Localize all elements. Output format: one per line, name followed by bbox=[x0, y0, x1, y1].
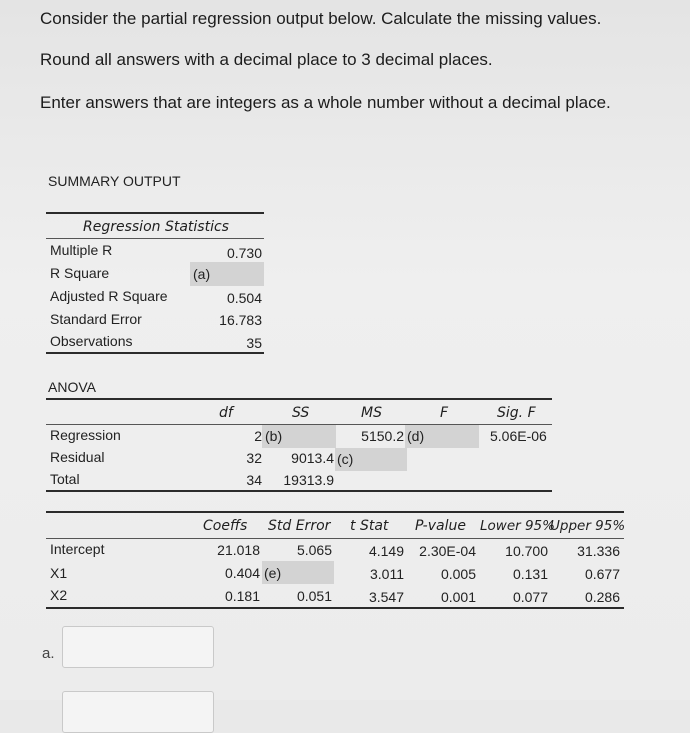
coef-top-rule bbox=[46, 511, 624, 513]
anova-regression-ms: 5150.2 bbox=[361, 428, 404, 444]
reg-stats-heading: Regression Statistics bbox=[83, 219, 229, 235]
coef-header-t-stat: t Stat bbox=[350, 518, 389, 534]
coef-intercept-lower: 10.700 bbox=[505, 543, 548, 559]
anova-total-df: 34 bbox=[246, 472, 262, 488]
anova-regression-df: 2 bbox=[254, 428, 262, 444]
anova-regression-ss: (b) bbox=[265, 428, 283, 444]
anova-total-ss: 19313.9 bbox=[283, 472, 334, 488]
coef-x1-coeff: 0.404 bbox=[224, 565, 260, 581]
answer-a-input[interactable] bbox=[62, 626, 214, 668]
coef-header-rule bbox=[46, 538, 624, 539]
anova-header-sig-f: Sig. F bbox=[497, 405, 536, 421]
reg-stats-heading-rule bbox=[46, 238, 264, 239]
coef-x1-se: (e) bbox=[264, 565, 282, 581]
anova-residual-ss: 9013.4 bbox=[291, 450, 334, 466]
reg-stat-value-multiple-r: 0.730 bbox=[226, 245, 262, 261]
answer-a-label: a. bbox=[42, 645, 55, 662]
reg-stat-value-observations: 35 bbox=[246, 335, 262, 351]
coef-bottom-rule bbox=[46, 607, 624, 609]
coef-header-std-error: Std Error bbox=[268, 518, 331, 534]
anova-header-f: F bbox=[440, 405, 449, 421]
coef-x2-lower: 0.077 bbox=[512, 589, 548, 605]
reg-stat-label-multiple-r: Multiple R bbox=[50, 242, 113, 258]
coef-x2-se: 0.051 bbox=[296, 588, 332, 604]
question-instruction-1: Consider the partial regression output below. Calculate the missing values. bbox=[40, 9, 602, 28]
coef-x2-upper: 0.286 bbox=[584, 589, 620, 605]
coef-x2-coeff: 0.181 bbox=[224, 588, 260, 604]
anova-regression-f: (d) bbox=[407, 428, 425, 444]
coef-x1-p: 0.005 bbox=[440, 566, 476, 582]
reg-stat-label-std-error: Standard Error bbox=[50, 311, 142, 327]
anova-residual-ms: (c) bbox=[337, 451, 354, 467]
coef-intercept-se: 5.065 bbox=[296, 542, 332, 558]
coef-row-label-x2: X2 bbox=[50, 587, 68, 603]
coef-header-upper-95: Upper 95% bbox=[550, 518, 626, 534]
coef-x2-p: 0.001 bbox=[440, 589, 476, 605]
anova-top-rule bbox=[46, 398, 552, 400]
anova-residual-df: 32 bbox=[246, 450, 262, 466]
reg-stat-value-r-square: (a) bbox=[193, 266, 211, 282]
coef-row-label-x1: X1 bbox=[50, 565, 68, 581]
answer-b-input[interactable] bbox=[62, 691, 214, 733]
reg-stat-label-r-square: R Square bbox=[50, 265, 110, 281]
coef-x1-t: 3.011 bbox=[370, 566, 404, 582]
anova-row-label-total: Total bbox=[50, 471, 80, 487]
anova-title: ANOVA bbox=[48, 379, 96, 395]
anova-header-ss: SS bbox=[292, 405, 310, 421]
coef-x1-upper: 0.677 bbox=[584, 566, 620, 582]
anova-row-label-regression: Regression bbox=[50, 427, 121, 443]
coef-intercept-upper: 31.336 bbox=[577, 543, 620, 559]
coef-header-lower-95: Lower 95% bbox=[480, 518, 555, 534]
anova-row-label-residual: Residual bbox=[50, 449, 105, 465]
question-instruction-2: Round all answers with a decimal place to 3 decimal places. bbox=[40, 50, 493, 69]
reg-stat-value-adj-r-square: 0.504 bbox=[226, 290, 262, 306]
anova-header-ms: MS bbox=[361, 405, 382, 421]
coef-x2-t: 3.547 bbox=[368, 589, 404, 605]
reg-stat-label-observations: Observations bbox=[50, 333, 133, 349]
coef-intercept-coeff: 21.018 bbox=[217, 542, 260, 558]
anova-header-df: df bbox=[219, 405, 233, 421]
coef-x1-lower: 0.131 bbox=[512, 566, 548, 582]
reg-stat-label-adj-r-square: Adjusted R Square bbox=[50, 288, 168, 304]
anova-bottom-rule bbox=[46, 490, 552, 492]
summary-output-title: SUMMARY OUTPUT bbox=[48, 173, 181, 189]
coef-row-label-intercept: Intercept bbox=[50, 541, 105, 557]
coef-intercept-p: 2.30E-04 bbox=[419, 543, 476, 559]
coef-header-coeffs: Coeffs bbox=[203, 518, 248, 534]
coef-header-p-value: P-value bbox=[415, 518, 466, 534]
anova-regression-sig-f: 5.06E-06 bbox=[490, 428, 547, 444]
question-instruction-3: Enter answers that are integers as a whole number without a decimal place. bbox=[40, 93, 611, 112]
reg-stats-top-rule bbox=[46, 212, 264, 214]
reg-stat-value-std-error: 16.783 bbox=[219, 312, 262, 328]
reg-stats-bottom-rule bbox=[46, 352, 264, 354]
coef-intercept-t: 4.149 bbox=[368, 543, 404, 559]
